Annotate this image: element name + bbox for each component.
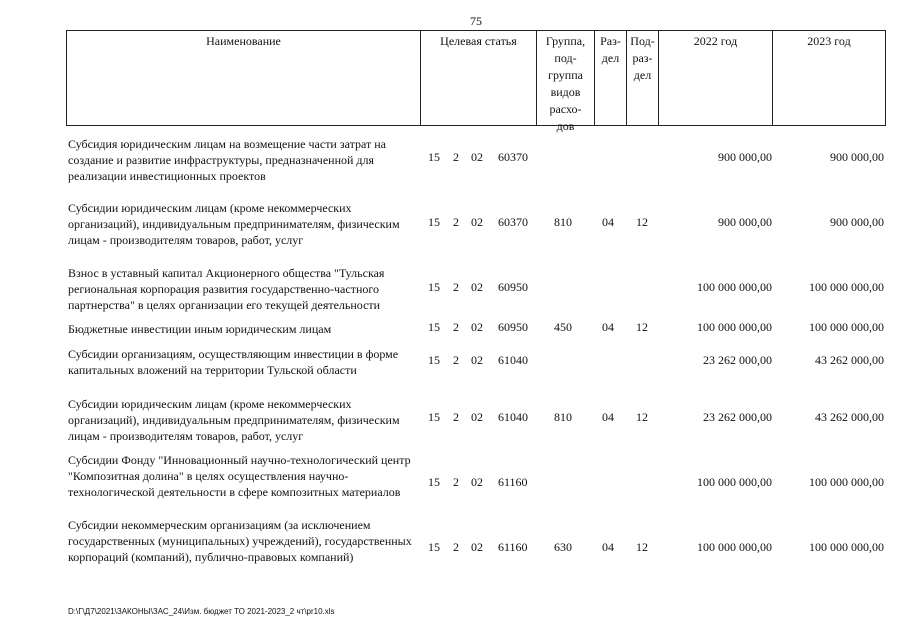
expense-group: 630: [554, 540, 572, 554]
target-article-code: 60950: [498, 320, 528, 334]
target-article-subprogram: 2: [453, 150, 459, 164]
page-number: 75: [470, 14, 482, 28]
target-article-subprogram: 2: [453, 475, 459, 489]
row-name: Субсидии юридическим лицам (кроме некоммерческих организаций), индивидуальным предпринимателям, физическим лицам - производителям товаров, работ, услуг: [68, 397, 400, 443]
amount-2023: 900 000,00: [830, 150, 884, 164]
table-header: [66, 30, 886, 133]
target-article-code: 60950: [498, 280, 528, 294]
expense-group: 810: [554, 410, 572, 424]
amount-2023: 43 262 000,00: [815, 353, 884, 367]
header-section: Раз- дел: [595, 31, 627, 125]
target-article-code: 60370: [498, 215, 528, 229]
header-name: Наименование: [67, 31, 421, 125]
target-article-main-event: 02: [471, 150, 483, 164]
amount-2022: 100 000 000,00: [697, 280, 772, 294]
section-code: 04: [602, 410, 614, 424]
header-target-article: Целевая статья: [421, 31, 537, 125]
amount-2022: 100 000 000,00: [697, 320, 772, 334]
subsection-code: 12: [636, 540, 648, 554]
target-article-main-event: 02: [471, 410, 483, 424]
target-article-subprogram: 2: [453, 353, 459, 367]
row-name: Бюджетные инвестиции иным юридическим лицам: [68, 322, 332, 336]
row-name: Субсидия юридическим лицам на возмещение части затрат на создание и развитие инфраструктуры, предназначенной для реализации инвестиционных проектов: [68, 137, 387, 183]
target-article-program: 15: [428, 215, 440, 229]
amount-2022: 900 000,00: [718, 215, 772, 229]
section-code: 04: [602, 215, 614, 229]
row-name: Субсидии юридическим лицам (кроме некоммерческих организаций), индивидуальным предпринимателям, физическим лицам - производителям товаров, работ, услуг: [68, 201, 400, 247]
amount-2023: 100 000 000,00: [809, 540, 884, 554]
target-article-main-event: 02: [471, 320, 483, 334]
target-article-main-event: 02: [471, 215, 483, 229]
expense-group: 810: [554, 215, 572, 229]
target-article-program: 15: [428, 150, 440, 164]
row-name: Субсидии организациям, осуществляющим инвестиции в форме капитальных вложений на территории Тульской области: [68, 347, 399, 377]
target-article-program: 15: [428, 280, 440, 294]
section-code: 04: [602, 540, 614, 554]
row-name: Субсидии некоммерческим организациям (за исключением государственных (муниципальных) учреждений), государственных корпораций (компаний), публично-правовых компаний): [68, 518, 412, 564]
amount-2022: 100 000 000,00: [697, 540, 772, 554]
subsection-code: 12: [636, 320, 648, 334]
target-article-code: 61160: [498, 475, 528, 489]
target-article-subprogram: 2: [453, 410, 459, 424]
target-article-main-event: 02: [471, 475, 483, 489]
amount-2023: 43 262 000,00: [815, 410, 884, 424]
section-code: 04: [602, 320, 614, 334]
target-article-code: 61040: [498, 353, 528, 367]
subsection-code: 12: [636, 410, 648, 424]
target-article-main-event: 02: [471, 353, 483, 367]
target-article-program: 15: [428, 353, 440, 367]
amount-2023: 100 000 000,00: [809, 320, 884, 334]
amount-2022: 23 262 000,00: [703, 353, 772, 367]
target-article-program: 15: [428, 475, 440, 489]
amount-2022: 100 000 000,00: [697, 475, 772, 489]
amount-2023: 900 000,00: [830, 215, 884, 229]
subsection-code: 12: [636, 215, 648, 229]
amount-2022: 23 262 000,00: [703, 410, 772, 424]
header-subsection: Под- раз- дел: [627, 31, 659, 125]
target-article-program: 15: [428, 540, 440, 554]
target-article-program: 15: [428, 320, 440, 334]
target-article-program: 15: [428, 410, 440, 424]
row-name: Взнос в уставный капитал Акционерного общества "Тульская региональная корпорация развития государственно-частного партнерства" в целях организации его текущей деятельности: [68, 266, 385, 312]
target-article-main-event: 02: [471, 280, 483, 294]
file-path-footer: D:\Г\Д7\2021\ЗАКОНЫ\ЗАС_24\Изм. бюджет ТО 2021-2023_2 чт\pr10.xls: [68, 607, 335, 616]
amount-2022: 900 000,00: [718, 150, 772, 164]
expense-group: 450: [554, 320, 572, 334]
target-article-code: 61040: [498, 410, 528, 424]
target-article-subprogram: 2: [453, 215, 459, 229]
target-article-main-event: 02: [471, 540, 483, 554]
target-article-subprogram: 2: [453, 540, 459, 554]
target-article-code: 60370: [498, 150, 528, 164]
header-expense-group: Группа, под- группа видов расхо- дов: [537, 31, 595, 125]
target-article-code: 61160: [498, 540, 528, 554]
target-article-subprogram: 2: [453, 320, 459, 334]
header-2023: 2023 год: [807, 34, 851, 48]
amount-2023: 100 000 000,00: [809, 280, 884, 294]
amount-2023: 100 000 000,00: [809, 475, 884, 489]
target-article-subprogram: 2: [453, 280, 459, 294]
row-name: Субсидии Фонду "Инновационный научно-технологический центр "Композитная долина" в целях осуществления научно-технологической деятельности в сфере композитных материалов: [68, 453, 411, 499]
header-2022: 2022 год: [659, 31, 773, 125]
